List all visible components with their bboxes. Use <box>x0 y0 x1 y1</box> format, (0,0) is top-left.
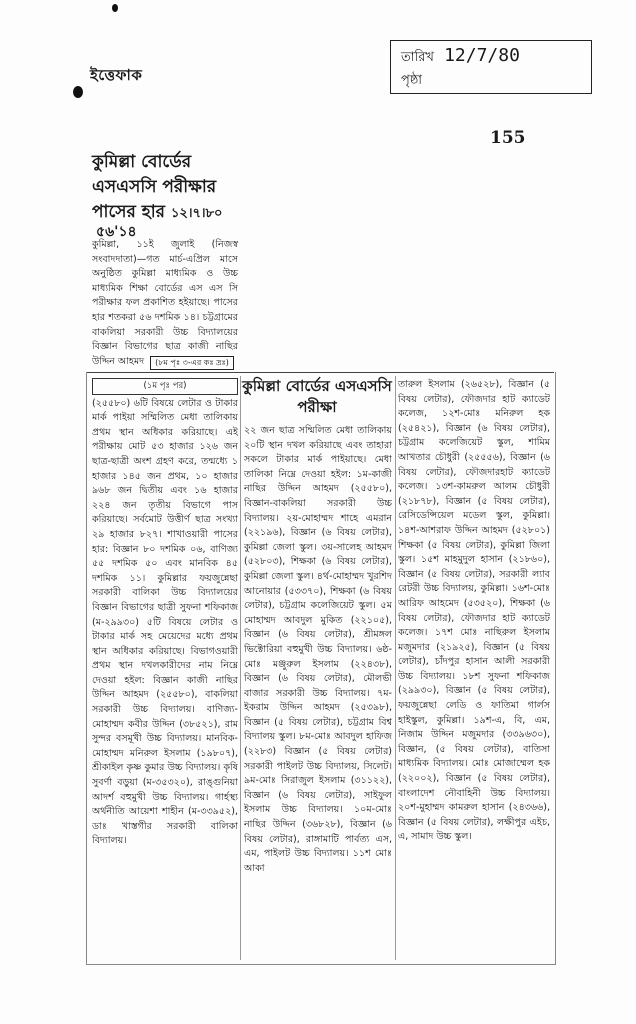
stamp-date-row <box>401 45 520 69</box>
article1-continued-note: (৮ম পৃঃ ৩-এর কঃ দ্রঃ) <box>150 356 234 370</box>
article1-headline-text: কুমিল্লা বোর্ডের এসএসসি পরীক্ষার পাসের হার <box>92 152 217 222</box>
archive-stamp <box>390 40 592 94</box>
article2-column-mid <box>244 424 392 960</box>
stamp-date-value: 12/7/80 <box>444 45 520 66</box>
article2-column-left <box>92 378 238 958</box>
stamp-page-label: পৃষ্ঠা <box>401 73 423 88</box>
article1-headline <box>92 150 242 226</box>
article2-col-left-text: (২৫৫৮০) ৬টি বিষয়ে লেটার ও টাকার মার্ক পাইয়া সম্মিলিত মেধা তালিকায় প্রথম স্থান অধিকার করিয়াছে। এই পরীক্ষায় মোট ৫৩ হাজার ১২৬ জন ছাত্র-ছাত্রী অংশ গ্রহণ করে, তন্মধ্যে ১ হাজার ১৪৫ জন প্রথম, ১০ হাজার ৯৬৮ জন দ্বিতীয় এবং ১৬ হাজার ২২৪ জন তৃতীয় বিভাগে পাস করিয়াছে। সর্বমোট উত্তীর্ণ ছাত্র সংখ্যা ২৯ হাজার ৮২৭। শাখাওয়ারী পাসের হার: বিজ্ঞান ৮০ দশমিক ০৬, বাণিজ্য ৫৫ দশমিক ৫০ এবং মানবিক ৪৫ দশমিক ১১। কুমিল্লার ফয়জুন্নেছা সরকারী বালিকা উচ্চ বিদ্যালয়ের বিজ্ঞান বিভাগের ছাত্রী সুফনা শফিকাজ (ম-২৯৯৩০) ৫টি বিষয়ে লেটার ও টাকার মার্ক সহ মেয়েদের মধ্যে প্রথম স্থান অধিকার করিয়াছে। বিভাগওয়ারী প্রথম স্থান দখলকারীদের নাম নিম্নে দেওয়া হইল: বিজ্ঞান কাজী নাছির উদ্দিন আহমদ (২৫৫৮০), বাকলিয়া সরকারী উচ্চ বিদ্যালয়। বাণিজ্য-মোহাম্মদ কবীর উদ্দিন (৩৮৫২১), রাম সুন্দর বসমূখী উচ্চ বিদ্যালয়। মানবিক-মোহাম্মদ মনিরুল ইসলাম (১৯৮০৭), শ্রীকাইল কৃষ্ণ কুমার উচ্চ বিদ্যালয়। কৃষি সুবর্ণা বড়ুয়া (ম-৩৫৩২০), রাঙ্গুনিয়া আদর্শ বহুমুখী উচ্চ বিদ্যালয়। গার্হস্থ্য অর্থনীতি আয়েশা শাহীন (ম-৩৩৯৫২), ডাঃ খাস্তগীর সরকারী বালিকা বিদ্যালয়। <box>92 397 238 847</box>
article2-column-right <box>398 378 550 960</box>
column-rule-2 <box>395 376 396 960</box>
article2-continued-from: (১ম পৃঃ পর) <box>92 378 238 395</box>
punch-hole <box>73 86 83 98</box>
column-rule-1 <box>240 376 241 960</box>
page-number: 155 <box>490 128 526 148</box>
punch-hole-top <box>112 4 118 12</box>
newspaper-name: ইত্তেফাক <box>90 66 143 84</box>
article2-col-right-text: তারুল ইসলাম (২৬৫২৮), বিজ্ঞান (৫ বিষয় লেটার), ফৌজদার হাট ক্যাডেট কলেজ, ১২শ-মোঃ মনিরুল হক (২৫৪২১), বিজ্ঞান (৬ বিষয় লেটার), চট্টগ্রাম কলেজিয়েট স্কুল, শামিম আখতার চৌধুরী (২৫৫৫৬), বিজ্ঞান (৬ বিষয় লেটার), ফৌজদারহাট ক্যাডেট কলেজ। ১৩শ-কামরুল আলম চৌধুরী (২১৮৭৮), বিজ্ঞান (৫ বিষয় লেটার), রেসিডেন্সিয়েল মডেল স্কুল, কুমিল্লা। ১৪শ-আশরাফ উদ্দিন আহমদ (৫২৮০১) শিক্ষকা (৫ বিষয় লেটার), কুমিল্লা জিলা স্কুল। ১৫শ মাহমুদুল হাসান (২১৮৬০), বিজ্ঞান (৫ বিষয় লেটার), সরকারী ল্যাব রেটরী উচ্চ বিদ্যালয়, কুমিল্লা। ১৬শ-মোঃ আরিফ আহমেদ (৫৩৫২০), শিক্ষকা (৬ বিষয় লেটার), ফৌজদার হাট ক্যাডেট কলেজ। ১৭শ মোঃ নাছিরুল ইসলাম মজুমদার (২১৯২৫), বিজ্ঞান (৫ বিষয় লেটার), চাঁদপুর হাসান আলী সরকারী উচ্চ বিদ্যালয়। ১৮শ সুফনা শফিকাজ (২৯৯৩০), বিজ্ঞান (৫ বিষয় লেটার), ফয়জুন্নেছা লেডি ও ফাতিমা গার্লস হাইস্কুল, কুমিল্লা। ১৯শ-এ, বি, এম, নিজাম উদ্দিন মজুমদার (৩৩৯৬৩০), বিজ্ঞান, (৫ বিষয় লেটার), বাতিসা মাধ্যমিক বিদ্যালয়। মোঃ মোজাম্মেল হক (২২০০২), বিজ্ঞান (৫ বিষয় লেটার), বাংলাদেশ নৌবাহিনী উচ্চ বিদ্যালয়। ২০শ-মুহাম্মদ কামরুল হাসান (২৪৩৬৬), বিজ্ঞান (৫ বিষয় লেটার), লক্ষীপুর এইচ, এ, সামাদ উচ্চ স্কুল। <box>398 379 550 843</box>
article1-body-text: কুমিল্লা, ১১ই জুলাই (নিজস্ব সংবাদদাতা)—গত মার্চ-এপ্রিল মাসে অনুষ্ঠিত কুমিল্লা মাধ্যমিক ও উচ্চ মাধ্যমিক শিক্ষা বোর্ডের এস এস সি পরীক্ষার ফল প্রকাশিত হইয়াছে। পাসের হার শতকরা ৫৬ দশমিক ১৪। চট্টগ্রামের বাকলিয়া সরকারী উচ্চ বিদ্যালয়ের বিজ্ঞান বিভাগের ছাত্র কাজী নাছির উদ্দিন আহমদ <box>92 239 238 367</box>
stamp-page-row <box>401 71 422 92</box>
article2-headline: কুমিল্লা বোর্ডের এসএসসি পরীক্ষা <box>242 377 392 416</box>
article1-headline-date: ১২।৭।৮০ <box>170 206 223 221</box>
article1-pass-rate: ৫৬'১৪ <box>96 224 137 240</box>
stamp-date-label: তারিখ <box>401 50 434 65</box>
article1-body <box>92 238 238 368</box>
article2-col-mid-text: ২২ জন ছাত্র সম্মিলিত মেধা তালিকায় ২০টি স্থান দখল করিয়াছে এবং তাহারা সকলে টাকার মার্ক পাইয়াছে। মেধা তালিকা নিম্নে দেওয়া হইল: ১ম-কাজী নাছির উদ্দিন আহমদ (২৫৫৮০), বিজ্ঞান-বাকলিয়া সরকারী উচ্চ বিদ্যালয়। ২য়-মোহাম্মদ শাহে এমরান (২২১৯৬), বিজ্ঞান (৬ বিষয় লেটার), কুমিল্লা জেলা স্কুল। ৩য়-সালেহ আহমদ (৫২৮০৩), শিক্ষকা (৬ বিষয় লেটার), কুমিল্লা জেলা স্কুল। ৪র্থ-মোহাম্মদ খুরশিদ আনোয়ার (৫৩৩৭০), শিক্ষকা (৬ বিষয় লেটার), চট্টগ্রাম কলেজিয়েট স্কুল। ৫ম মোহাম্মদ আবদুল মুকিত (২২১০৫), বিজ্ঞান (৬ বিষয় লেটার), শ্রীমঙ্গল ভিক্টোরিয়া বহুমুখী উচ্চ বিদ্যালয়। ৬ষ্ঠ-মোঃ মঞ্জুরুল ইসলাম (২২৪৩৮), বিজ্ঞান (৬ বিষয় লেটার), মৌলভী বাজার সরকারী উচ্চ বিদ্যালয়। ৭ম-ইকরাম উদ্দিন আহমদ (২৫৩৯৮), বিজ্ঞান (৫ বিষয় লেটার), চট্টগ্রাম বিশ্ব বিদ্যালয় স্কুল। ৮ম-মোঃ আবদুল হাফিজ (২২৮৩) বিজ্ঞান (৫ বিষয় লেটার) সরকারী পাইলট উচ্চ বিদ্যালয়, সিলেট। ৯ম-মোঃ সিরাজুল ইসলাম (৩১১২২), বিজ্ঞান (৬ বিষয় লেটার), সাইফুল ইসলাম উচ্চ বিদ্যালয়। ১০ম-মোঃ নাছির উদ্দিন (৩৬৮২৮), বিজ্ঞান (৬ বিষয় লেটার), রাঙ্গামাটি পার্বত্য এস, এম, পাইলট উচ্চ বিদ্যালয়। ১১শ মোঃ আকা <box>244 425 392 874</box>
